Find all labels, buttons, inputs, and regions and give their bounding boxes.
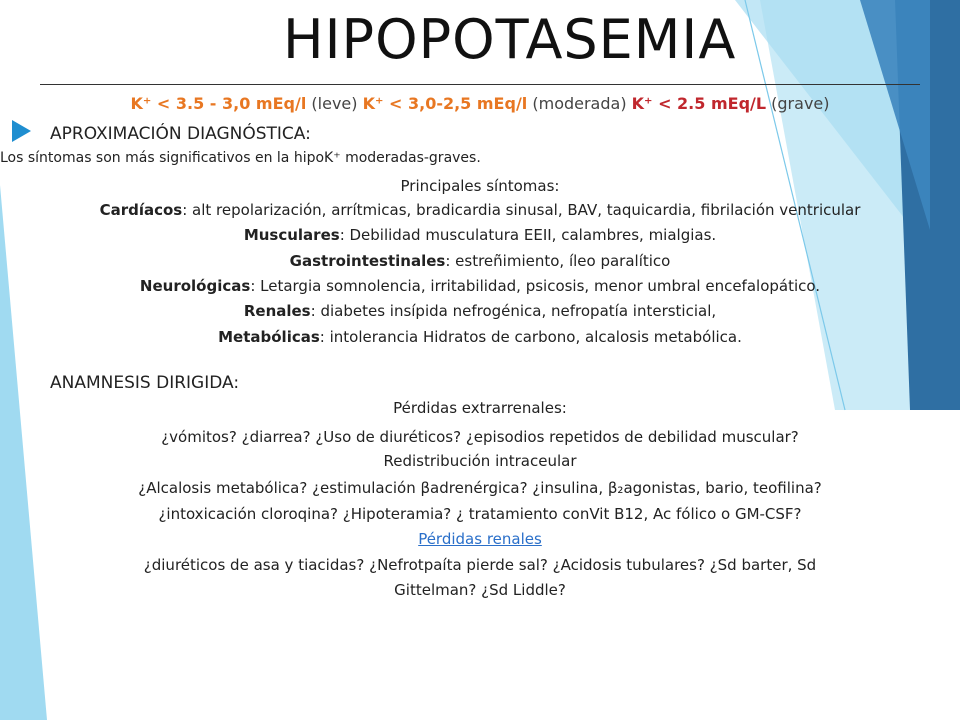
symptom-text: : Debilidad musculatura EEII, calambres, mialgias. — [339, 226, 717, 244]
symptom-muscular — [0, 226, 960, 244]
moderate-range-value: K⁺ < 3,0-2,5 mEq/l — [362, 94, 528, 113]
symptom-label: Metabólicas — [218, 328, 320, 346]
symptom-neurological — [0, 277, 960, 295]
renal-losses-wrapper — [0, 530, 960, 548]
renal-questions-2: Gittelman? ¿Sd Liddle? — [394, 581, 566, 599]
symptom-label: Gastrointestinales — [289, 252, 446, 270]
severe-range-label: (grave) — [771, 94, 830, 113]
title-divider — [40, 84, 920, 85]
redistribution-questions-2: ¿intoxicación cloroqina? ¿Hipoteramia? ¿ tratamiento conVit B12, Ac fólico o GM-CSF? — [158, 505, 802, 523]
renal-losses-link[interactable]: Pérdidas renales — [418, 530, 542, 548]
diagnostic-intro: Los síntomas son más significativos en la hipoK⁺ moderadas-graves. — [0, 150, 481, 166]
redistribution-heading: Redistribución intraceular — [383, 452, 577, 470]
symptom-text: : intolerancia Hidratos de carbono, alcalosis metabólica. — [319, 328, 742, 346]
anamnesis-heading: ANAMNESIS DIRIGIDA: — [50, 373, 240, 393]
symptom-renal — [0, 302, 960, 320]
bottom-left-arrow — [12, 120, 31, 142]
mild-range-value: K⁺ < 3.5 - 3,0 mEq/l — [130, 94, 307, 113]
renal-questions-1: ¿diuréticos de asa y tiacidas? ¿Nefrotpaíta pierde sal? ¿Acidosis tubulares? ¿Sd barter, Sd — [143, 556, 817, 574]
symptom-label: Renales — [243, 302, 311, 320]
symptom-text: : estreñimiento, íleo paralítico — [445, 252, 671, 270]
moderate-range-label: (moderada) — [532, 94, 627, 113]
diagnostic-heading: APROXIMACIÓN DIAGNÓSTICA: — [50, 124, 311, 144]
symptom-text: : diabetes insípida nefrogénica, nefropatía intersticial, — [310, 302, 717, 320]
slide-title: HIPOPOTASEMIA — [283, 8, 737, 71]
symptom-text: : Letargia somnolencia, irritabilidad, psicosis, menor umbral encefalopático. — [250, 277, 821, 295]
symptom-metabolic — [0, 328, 960, 346]
symptoms-subheading: Principales síntomas: — [400, 177, 560, 195]
symptom-label: Cardíacos — [99, 201, 183, 219]
symptom-text: : alt repolarización, arrítmicas, bradicardia sinusal, BAV, taquicardia, fibrilación ventricular — [182, 201, 861, 219]
symptom-label: Musculares — [243, 226, 340, 244]
mild-range-label: (leve) — [311, 94, 358, 113]
symptom-label: Neurológicas — [139, 277, 251, 295]
potassium-ranges — [0, 94, 960, 113]
extrarenal-questions: ¿vómitos? ¿diarrea? ¿Uso de diuréticos? ¿episodios repetidos de debilidad muscular? — [161, 428, 799, 446]
redistribution-questions-1: ¿Alcalosis metabólica? ¿estimulación βadrenérgica? ¿insulina, β₂agonistas, bario, teofilina? — [138, 479, 822, 497]
symptom-gastrointestinal — [0, 252, 960, 270]
extrarenal-heading: Pérdidas extrarrenales: — [393, 399, 567, 417]
severe-range-value: K⁺ < 2.5 mEq/L — [631, 94, 767, 113]
symptom-cardiac — [0, 201, 960, 219]
